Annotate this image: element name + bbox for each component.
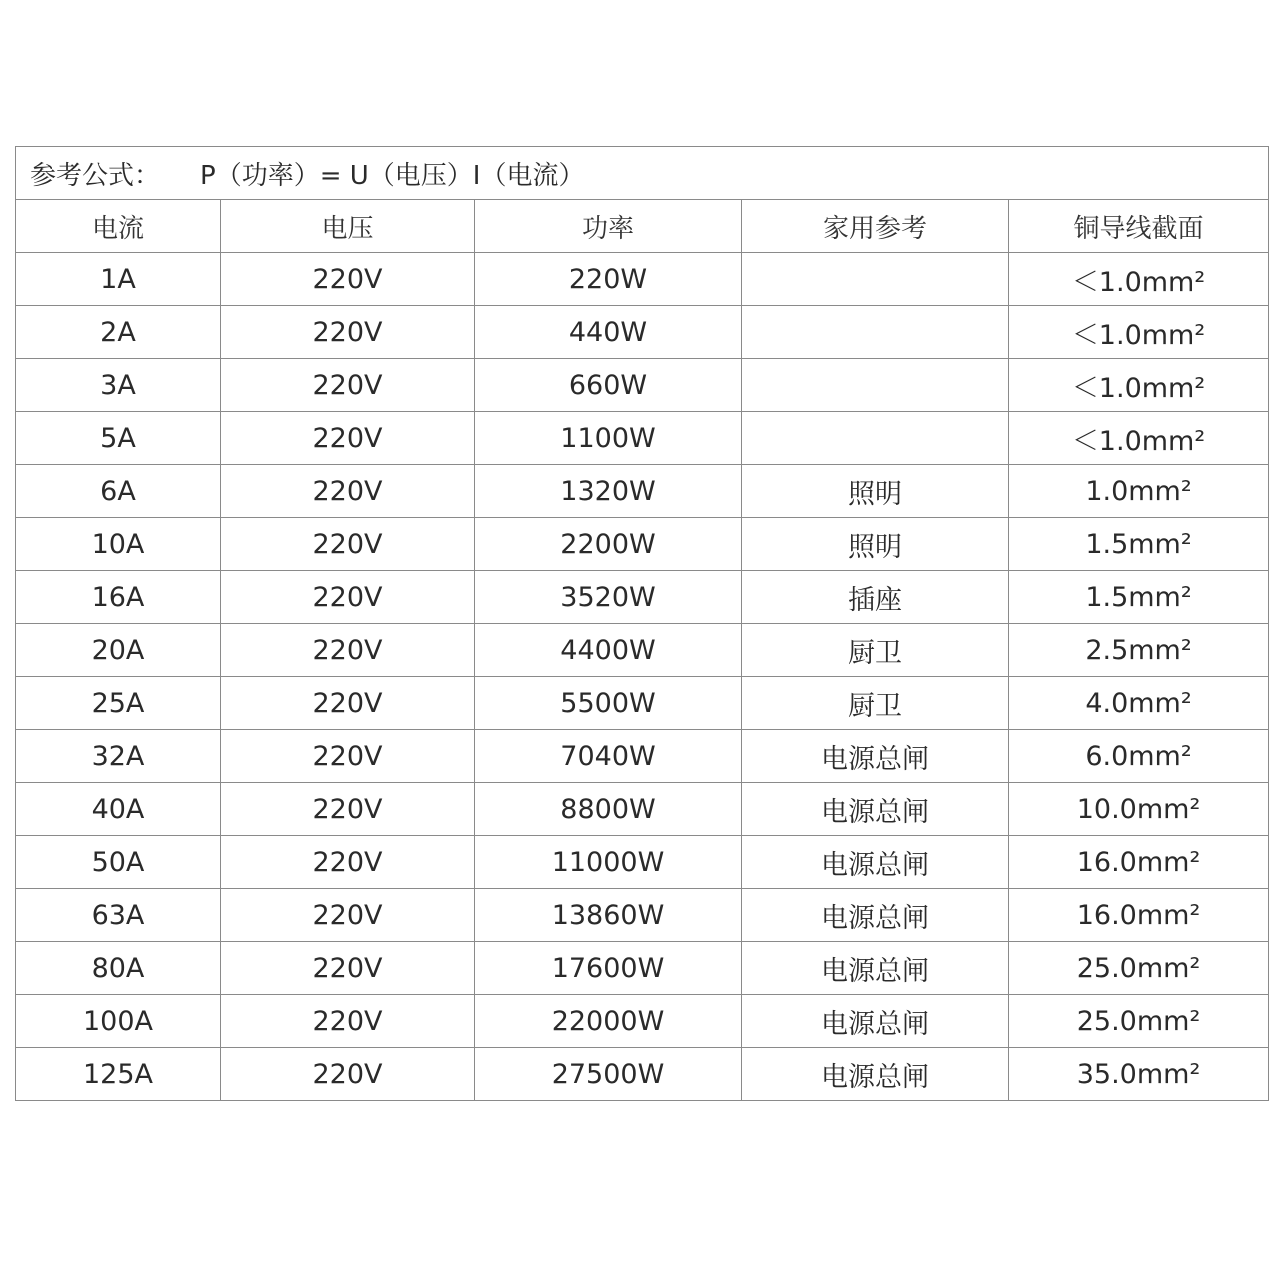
header-power: 功率	[475, 200, 742, 253]
cell-home-reference	[742, 412, 1009, 465]
cell-home-reference: 照明	[742, 465, 1009, 518]
cell-wire-section: 25.0mm²	[1009, 995, 1269, 1048]
cell-wire-section: ＜1.0mm²	[1009, 359, 1269, 412]
table-row	[16, 518, 1269, 571]
cell-current: 16A	[16, 571, 221, 624]
formula-label: 参考公式：	[30, 160, 161, 191]
cell-current: 20A	[16, 624, 221, 677]
cell-wire-section: 35.0mm²	[1009, 1048, 1269, 1101]
cell-home-reference: 电源总闸	[742, 942, 1009, 995]
header-voltage: 电压	[221, 200, 475, 253]
cell-power: 660W	[475, 359, 742, 412]
cell-home-reference: 厨卫	[742, 677, 1009, 730]
cell-current: 2A	[16, 306, 221, 359]
cell-wire-section: 1.5mm²	[1009, 571, 1269, 624]
cell-voltage: 220V	[221, 783, 475, 836]
cell-voltage: 220V	[221, 465, 475, 518]
table-row	[16, 836, 1269, 889]
cell-voltage: 220V	[221, 677, 475, 730]
table-row	[16, 889, 1269, 942]
cell-power: 220W	[475, 253, 742, 306]
cell-home-reference: 电源总闸	[742, 783, 1009, 836]
cell-current: 100A	[16, 995, 221, 1048]
cell-home-reference: 电源总闸	[742, 889, 1009, 942]
cell-home-reference: 电源总闸	[742, 995, 1009, 1048]
cell-wire-section: 2.5mm²	[1009, 624, 1269, 677]
cell-voltage: 220V	[221, 253, 475, 306]
cell-wire-section: ＜1.0mm²	[1009, 253, 1269, 306]
cell-voltage: 220V	[221, 942, 475, 995]
header-home-reference: 家用参考	[742, 200, 1009, 253]
formula-text: P（功率）= U（电压）I（电流）	[200, 160, 585, 191]
cell-wire-section: ＜1.0mm²	[1009, 412, 1269, 465]
cell-wire-section: 1.5mm²	[1009, 518, 1269, 571]
cell-home-reference: 电源总闸	[742, 730, 1009, 783]
cell-power: 22000W	[475, 995, 742, 1048]
cell-power: 27500W	[475, 1048, 742, 1101]
cell-current: 3A	[16, 359, 221, 412]
cell-wire-section: ＜1.0mm²	[1009, 306, 1269, 359]
cell-power: 17600W	[475, 942, 742, 995]
cell-power: 1320W	[475, 465, 742, 518]
cell-home-reference: 电源总闸	[742, 836, 1009, 889]
cell-voltage: 220V	[221, 412, 475, 465]
cell-current: 5A	[16, 412, 221, 465]
cell-power: 11000W	[475, 836, 742, 889]
cell-home-reference: 插座	[742, 571, 1009, 624]
cell-wire-section: 6.0mm²	[1009, 730, 1269, 783]
cell-power: 8800W	[475, 783, 742, 836]
cell-wire-section: 25.0mm²	[1009, 942, 1269, 995]
cell-current: 80A	[16, 942, 221, 995]
table-row	[16, 571, 1269, 624]
cell-current: 10A	[16, 518, 221, 571]
header-copper-wire-section: 铜导线截面	[1009, 200, 1269, 253]
cell-wire-section: 16.0mm²	[1009, 836, 1269, 889]
cell-power: 13860W	[475, 889, 742, 942]
cell-current: 32A	[16, 730, 221, 783]
cell-home-reference: 电源总闸	[742, 1048, 1009, 1101]
formula-row	[16, 147, 1269, 200]
table-row	[16, 783, 1269, 836]
table-row	[16, 624, 1269, 677]
table-row	[16, 677, 1269, 730]
cell-home-reference	[742, 253, 1009, 306]
table-row	[16, 253, 1269, 306]
cell-voltage: 220V	[221, 995, 475, 1048]
table-row	[16, 465, 1269, 518]
cell-current: 63A	[16, 889, 221, 942]
cell-power: 3520W	[475, 571, 742, 624]
cell-wire-section: 16.0mm²	[1009, 889, 1269, 942]
cell-voltage: 220V	[221, 889, 475, 942]
table-body	[16, 253, 1269, 1101]
cell-power: 7040W	[475, 730, 742, 783]
cell-power: 440W	[475, 306, 742, 359]
cell-home-reference	[742, 359, 1009, 412]
cell-home-reference: 照明	[742, 518, 1009, 571]
cell-current: 125A	[16, 1048, 221, 1101]
cell-current: 6A	[16, 465, 221, 518]
cell-wire-section: 10.0mm²	[1009, 783, 1269, 836]
cell-current: 50A	[16, 836, 221, 889]
cell-current: 25A	[16, 677, 221, 730]
cell-voltage: 220V	[221, 624, 475, 677]
cell-voltage: 220V	[221, 359, 475, 412]
cell-voltage: 220V	[221, 306, 475, 359]
cell-current: 1A	[16, 253, 221, 306]
table-row	[16, 995, 1269, 1048]
table-row	[16, 359, 1269, 412]
formula-cell	[16, 147, 1269, 200]
table-row	[16, 942, 1269, 995]
cell-current: 40A	[16, 783, 221, 836]
header-row	[16, 200, 1269, 253]
header-current: 电流	[16, 200, 221, 253]
table-row	[16, 412, 1269, 465]
cell-power: 2200W	[475, 518, 742, 571]
cell-power: 5500W	[475, 677, 742, 730]
cell-voltage: 220V	[221, 518, 475, 571]
table-row	[16, 1048, 1269, 1101]
cell-voltage: 220V	[221, 571, 475, 624]
cell-voltage: 220V	[221, 1048, 475, 1101]
table-row	[16, 730, 1269, 783]
cell-power: 1100W	[475, 412, 742, 465]
wire-gauge-table	[15, 146, 1269, 1101]
cell-voltage: 220V	[221, 836, 475, 889]
cell-voltage: 220V	[221, 730, 475, 783]
cell-wire-section: 1.0mm²	[1009, 465, 1269, 518]
table-row	[16, 306, 1269, 359]
cell-home-reference: 厨卫	[742, 624, 1009, 677]
cell-wire-section: 4.0mm²	[1009, 677, 1269, 730]
cell-home-reference	[742, 306, 1009, 359]
cell-power: 4400W	[475, 624, 742, 677]
